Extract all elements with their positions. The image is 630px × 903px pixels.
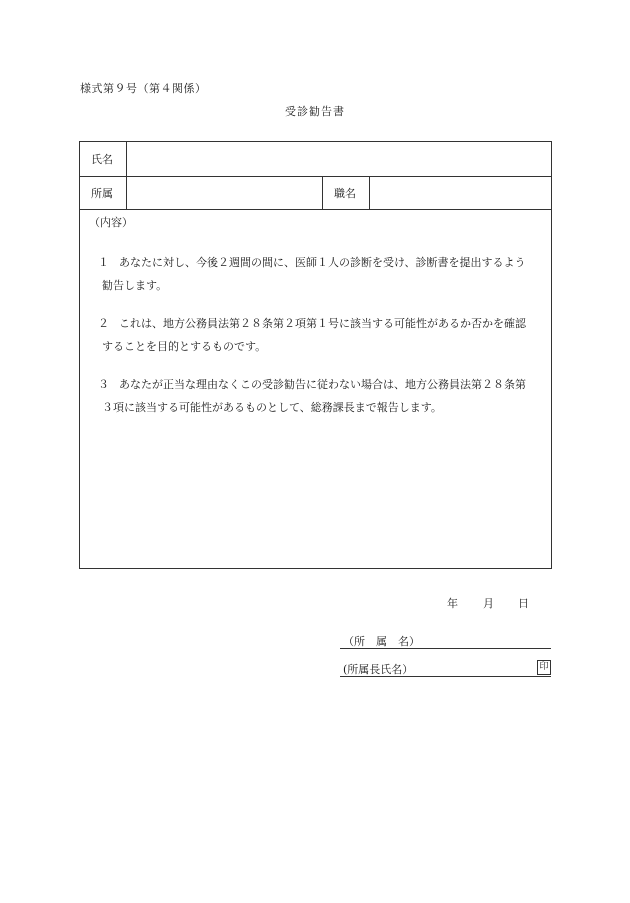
content-header: （内容） bbox=[89, 216, 133, 229]
content-item bbox=[98, 373, 545, 419]
date-month: 月 bbox=[483, 597, 494, 610]
form-number: 様式第９号（第４関係） bbox=[80, 82, 207, 95]
signature-affiliation-line[interactable] bbox=[340, 631, 551, 649]
name-label: 氏名 bbox=[80, 142, 127, 176]
name-row bbox=[80, 142, 551, 177]
item-text-line2: することを目的とするものです。 bbox=[102, 340, 267, 353]
affiliation-row bbox=[80, 177, 551, 210]
document-title: 受診勧告書 bbox=[285, 105, 345, 118]
signature-head-label: (所属長氏名） bbox=[343, 663, 414, 676]
affiliation-label: 所属 bbox=[80, 177, 127, 209]
content-item bbox=[98, 251, 545, 297]
item-number: ２ bbox=[98, 317, 109, 330]
affiliation-field[interactable] bbox=[127, 177, 323, 209]
date-day: 日 bbox=[518, 597, 529, 610]
item-number: １ bbox=[98, 256, 109, 269]
date-year: 年 bbox=[447, 597, 458, 610]
name-field[interactable] bbox=[127, 142, 551, 176]
job-title-label: 職名 bbox=[323, 177, 370, 209]
item-text-line1: あなたが正当な理由なくこの受診勧告に従わない場合は、地方公務員法第２８条第 bbox=[119, 378, 526, 391]
item-text-line1: あなたに対し、今後２週間の間に、医師１人の診断を受け、診断書を提出するよう bbox=[119, 256, 526, 269]
job-title-field[interactable] bbox=[370, 177, 551, 209]
item-text-line2: 勧告します。 bbox=[102, 279, 168, 292]
item-number: ３ bbox=[98, 378, 109, 391]
signature-head-line[interactable] bbox=[340, 659, 551, 677]
content-item bbox=[98, 312, 545, 358]
content-area bbox=[80, 210, 551, 568]
item-text-line1: これは、地方公務員法第２８条第２項第１号に該当する可能性があるか否かを確認 bbox=[119, 317, 526, 330]
seal-mark: 印 bbox=[537, 660, 551, 675]
form-box bbox=[79, 141, 552, 569]
item-text-line2: ３項に該当する可能性があるものとして、総務課長まで報告します。 bbox=[102, 401, 442, 414]
signature-affiliation-label: （所 属 名） bbox=[343, 635, 420, 648]
